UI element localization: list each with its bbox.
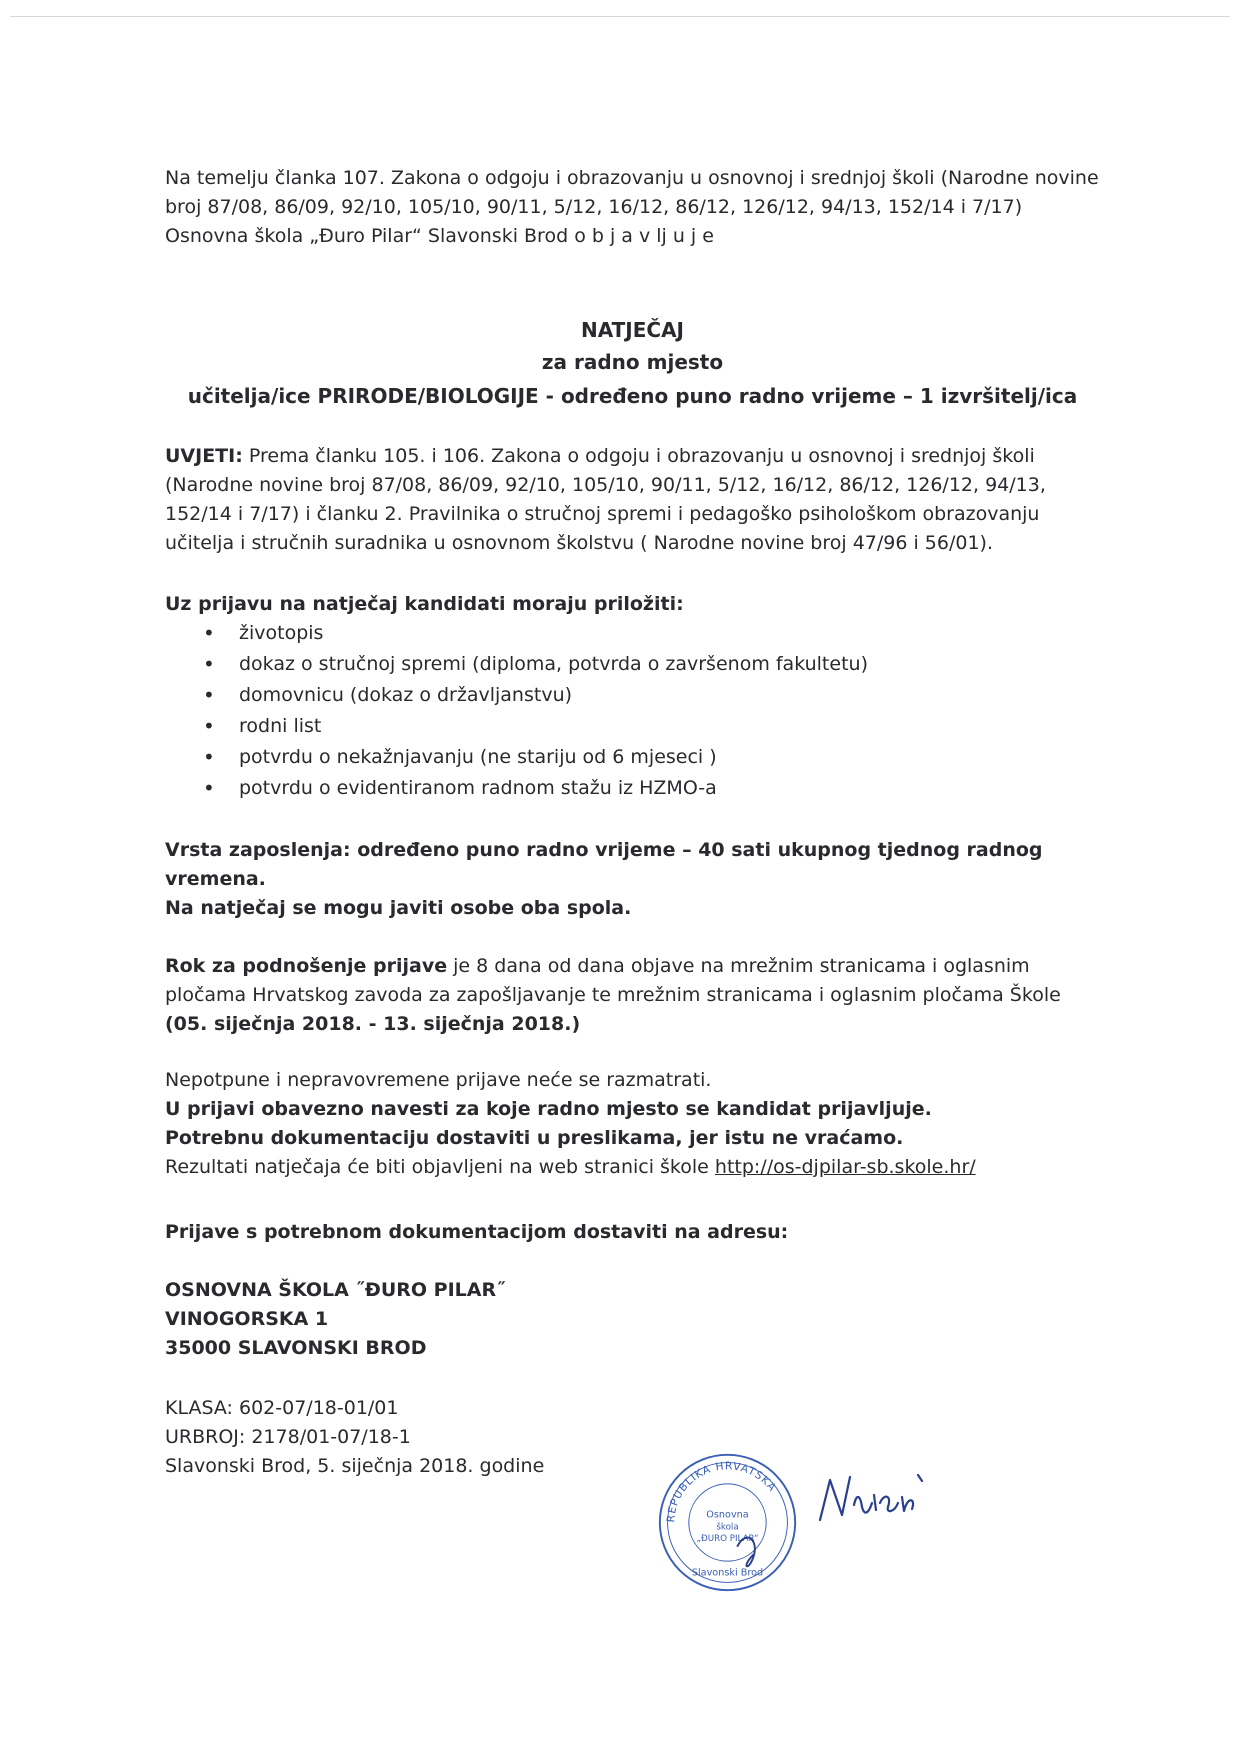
page-subtitle: za radno mjesto bbox=[541, 350, 724, 374]
svg-text:REPUBLIKA HRVATSKA: REPUBLIKA HRVATSKA bbox=[664, 1459, 780, 1523]
notes-paragraph bbox=[165, 1066, 1100, 1182]
submission-heading: Prijave s potrebnom dokumentacijom dostaviti na adresu: bbox=[165, 1221, 789, 1243]
address-line-street: VINOGORSKA 1 bbox=[165, 1308, 329, 1330]
list-item: • potvrdu o evidentiranom radnom stažu iz HZMO-a bbox=[203, 773, 868, 804]
conditions-paragraph bbox=[165, 442, 1100, 558]
list-item: • dokaz o stručnoj spremi (diploma, potvrda o završenom fakultetu) bbox=[203, 649, 868, 680]
conditions-text: Prema članku 105. i 106. Zakona o odgoju i obrazovanju u osnovnoj i srednjoj školi (Narodne novine broj 87/08, 86/09, 92/10, 105/10, 90/11, 5/12, 16/12, 86/12, 126/12, 94/13, 152/14 i 7/17) i članku 2. Pravilnika o stručnoj spremi i pedagoško psihološkom obrazovanju učitelja i stručnih suradnika u osnovnom školstvu ( Narodne novine broj 47/96 i 56/01). bbox=[165, 445, 1046, 554]
intro-paragraph bbox=[165, 164, 1100, 251]
documents-heading: Uz prijavu na natječaj kandidati moraju priložiti: bbox=[165, 593, 684, 615]
note-position: U prijavi obavezno navesti za koje radno mjesto se kandidat prijavljuje. bbox=[165, 1098, 932, 1120]
address-block bbox=[165, 1276, 1100, 1363]
list-item: • domovnicu (dokaz o državljanstvu) bbox=[203, 680, 868, 711]
scan-edge-line bbox=[10, 16, 1230, 17]
official-stamp bbox=[655, 1450, 800, 1595]
klasa-number: KLASA: 602-07/18-01/01 bbox=[165, 1397, 399, 1419]
list-item: • životopis bbox=[203, 618, 868, 649]
address-line-city: 35000 SLAVONSKI BROD bbox=[165, 1337, 427, 1359]
svg-text:„ĐURO PILAR“: „ĐURO PILAR“ bbox=[696, 1533, 759, 1544]
intro-verb: o b j a v lj u j e bbox=[574, 225, 714, 247]
deadline-dates: (05. siječnja 2018. - 13. siječnja 2018.) bbox=[165, 1013, 581, 1035]
svg-text:Osnovna: Osnovna bbox=[706, 1509, 749, 1521]
documents-list bbox=[203, 618, 868, 804]
place-date: Slavonski Brod, 5. siječnja 2018. godine bbox=[165, 1455, 545, 1477]
svg-text:Slavonski Brod: Slavonski Brod bbox=[691, 1567, 764, 1579]
list-item: • potvrdu o nekažnjavanju (ne stariju od 6 mjeseci ) bbox=[203, 742, 868, 773]
gender-note: Na natječaj se mogu javiti osobe oba spola. bbox=[165, 897, 632, 919]
urbroj-number: URBROJ: 2178/01-07/18-1 bbox=[165, 1426, 411, 1448]
page-title: NATJEČAJ bbox=[580, 318, 684, 342]
position-title: učitelja/ice PRIRODE/BIOLOGIJE - određeno puno radno vrijeme – 1 izvršitelj/ica bbox=[187, 384, 1078, 408]
intro-text: Na temelju članka 107. Zakona o odgoju i obrazovanju u osnovnoj i srednjoj školi (Narodne novine broj 87/08, 86/09, 92/10, 105/10, 90/11, 5/12, 16/12, 86/12, 126/12, 94/13, 152/14 i 7/17) Osnovna škola „Đuro Pilar“ Slavonski Brod bbox=[165, 167, 1099, 247]
school-website-link[interactable]: http://os-djpilar-sb.skole.hr/ bbox=[714, 1156, 976, 1178]
deadline-text: je 8 dana od dana objave na mrežnim stranicama i oglasnim pločama Hrvatskog zavoda za zapošljavanje te mrežnim stranicama i oglasnim pločama Škole bbox=[165, 955, 1061, 1006]
conditions-label: UVJETI: bbox=[165, 445, 243, 467]
employment-type: Vrsta zaposlenja: određeno puno radno vrijeme – 40 sati ukupnog tjednog radnog vremena. bbox=[165, 839, 1043, 890]
deadline-label: Rok za podnošenje prijave bbox=[165, 955, 448, 977]
note-results bbox=[165, 1153, 1100, 1182]
address-line-school: OSNOVNA ŠKOLA ˝ĐURO PILAR˝ bbox=[165, 1279, 506, 1301]
note-copies: Potrebnu dokumentaciju dostaviti u preslikama, jer istu ne vraćamo. bbox=[165, 1127, 904, 1149]
deadline-paragraph bbox=[165, 952, 1100, 1039]
signature bbox=[812, 1465, 932, 1535]
list-item: • rodni list bbox=[203, 711, 868, 742]
reference-block bbox=[165, 1394, 1100, 1481]
note-incomplete: Nepotpune i nepravovremene prijave neće se razmatrati. bbox=[165, 1069, 712, 1091]
svg-text:škola: škola bbox=[716, 1522, 739, 1533]
note-results-text: Rezultati natječaja će biti objavljeni na web stranici škole bbox=[165, 1156, 709, 1178]
